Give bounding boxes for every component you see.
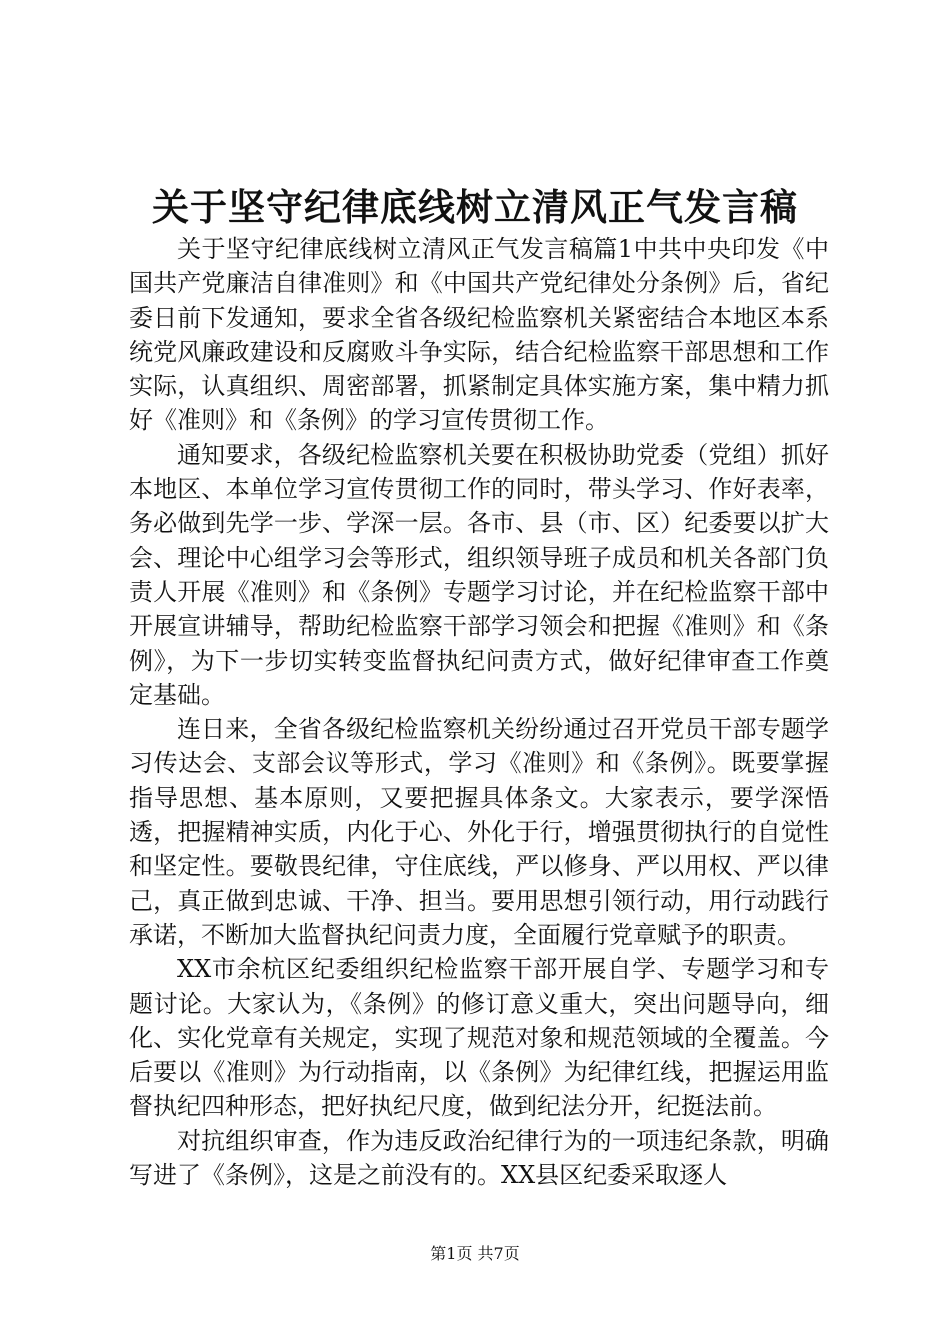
paragraph-4: XX市余杭区纪委组织纪检监察干部开展自学、专题学习和专题讨论。大家认为，《条例》的修订意义重大，突出问题导向，细化、实化党章有关规定，实现了规范对象和规范领域的全覆盖。今后要以《准则》为行动指南，以《条例》为纪律红线，把握运用监督执纪四种形态，把好执纪尺度，做到纪法分开，纪挺法前。	[129, 955, 829, 1121]
paragraph-1: 关于坚守纪律底线树立清风正气发言稿篇1中共中央印发《中国共产党廉洁自律准则》和《中国共产党纪律处分条例》后，省纪委日前下发通知，要求全省各级纪检监察机关紧密结合本地区本系统党风廉政建设和反腐败斗争实际，结合纪检监察干部思想和工作实际，认真组织、周密部署，抓紧制定具体实施方案，集中精力抓好《准则》和《条例》的学习宣传贯彻工作。	[129, 235, 829, 435]
paragraph-5: 对抗组织审查，作为违反政治纪律行为的一项违纪条款，明确写进了《条例》，这是之前没有的。XX县区纪委采取逐人	[129, 1126, 829, 1190]
paragraph-3: 连日来，全省各级纪检监察机关纷纷通过召开党员干部专题学习传达会、支部会议等形式，学习《准则》和《条例》。既要掌握指导思想、基本原则，又要把握具体条文。大家表示，要学深悟透，把握精神实质，内化于心、外化于行，增强贯彻执行的自觉性和坚定性。要敬畏纪律，守住底线，严以修身、严以用权、严以律己，真正做到忠诚、干净、担当。要用思想引领行动，用行动践行承诺，不断加大监督执纪问责力度，全面履行党章赋予的职责。	[129, 715, 829, 949]
document-title: 关于坚守纪律底线树立清风正气发言稿	[152, 185, 798, 229]
document-body	[129, 232, 829, 1192]
paragraph-2: 通知要求，各级纪检监察机关要在积极协助党委（党组）抓好本地区、本单位学习宣传贯彻工作的同时，带头学习、作好表率，务必做到先学一步、学深一层。各市、县（市、区）纪委要以扩大会、理论中心组学习会等形式，组织领导班子成员和机关各部门负责人开展《准则》和《条例》专题学习讨论，并在纪检监察干部中开展宣讲辅导，帮助纪检监察干部学习领会和把握《准则》和《条例》，为下一步切实转变监督执纪问责方式，做好纪律审查工作奠定基础。	[129, 440, 829, 709]
page-number-footer: 第1页 共7页	[430, 1244, 520, 1263]
